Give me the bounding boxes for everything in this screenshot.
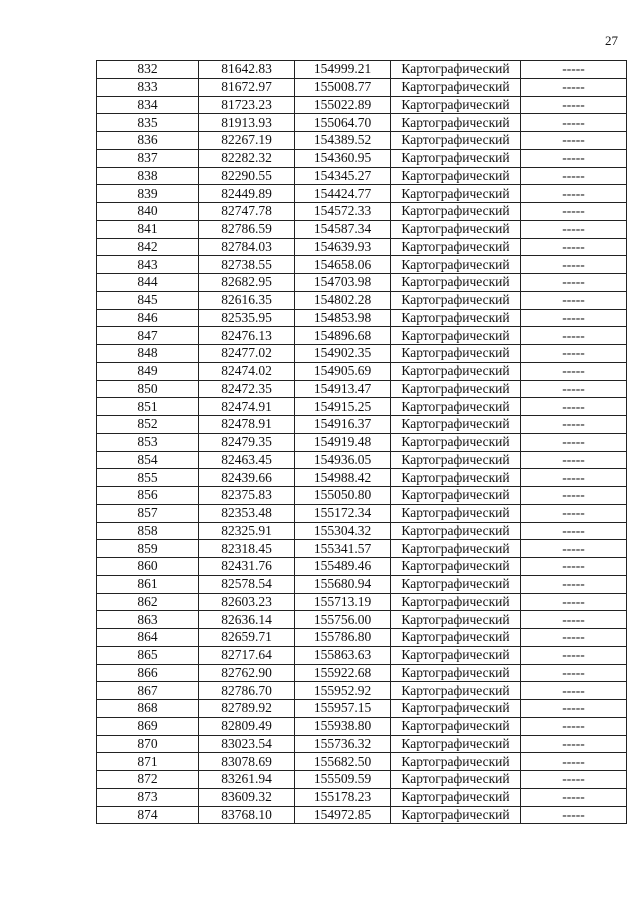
method-cell: Картографический xyxy=(391,629,521,647)
accuracy-cell: ----- xyxy=(521,96,627,114)
coordinate-x-cell: 82784.03 xyxy=(199,238,295,256)
coordinate-y-cell: 154915.25 xyxy=(295,398,391,416)
coordinate-y-cell: 154802.28 xyxy=(295,291,391,309)
coordinate-y-cell: 155736.32 xyxy=(295,735,391,753)
coordinate-x-cell: 82636.14 xyxy=(199,611,295,629)
coordinate-x-cell: 82786.59 xyxy=(199,220,295,238)
coordinate-y-cell: 154639.93 xyxy=(295,238,391,256)
table-row xyxy=(97,327,627,345)
method-cell: Картографический xyxy=(391,149,521,167)
coordinate-x-cell: 83609.32 xyxy=(199,788,295,806)
point-number-cell: 843 xyxy=(97,256,199,274)
method-cell: Картографический xyxy=(391,185,521,203)
table-row xyxy=(97,149,627,167)
table-row xyxy=(97,380,627,398)
method-cell: Картографический xyxy=(391,203,521,221)
table-row xyxy=(97,203,627,221)
coordinate-y-cell: 155022.89 xyxy=(295,96,391,114)
point-number-cell: 847 xyxy=(97,327,199,345)
method-cell: Картографический xyxy=(391,61,521,79)
table-row xyxy=(97,593,627,611)
table-row xyxy=(97,682,627,700)
point-number-cell: 856 xyxy=(97,487,199,505)
method-cell: Картографический xyxy=(391,487,521,505)
coordinate-y-cell: 155341.57 xyxy=(295,540,391,558)
table-row xyxy=(97,806,627,824)
table-row xyxy=(97,398,627,416)
accuracy-cell: ----- xyxy=(521,664,627,682)
point-number-cell: 851 xyxy=(97,398,199,416)
coordinate-x-cell: 82682.95 xyxy=(199,274,295,292)
coordinate-y-cell: 155786.80 xyxy=(295,629,391,647)
method-cell: Картографический xyxy=(391,806,521,824)
accuracy-cell: ----- xyxy=(521,61,627,79)
accuracy-cell: ----- xyxy=(521,522,627,540)
table-row xyxy=(97,433,627,451)
method-cell: Картографический xyxy=(391,682,521,700)
table-row xyxy=(97,664,627,682)
table-row xyxy=(97,362,627,380)
method-cell: Картографический xyxy=(391,238,521,256)
coordinate-x-cell: 82603.23 xyxy=(199,593,295,611)
table-row xyxy=(97,700,627,718)
accuracy-cell: ----- xyxy=(521,149,627,167)
point-number-cell: 867 xyxy=(97,682,199,700)
point-number-cell: 846 xyxy=(97,309,199,327)
accuracy-cell: ----- xyxy=(521,788,627,806)
method-cell: Картографический xyxy=(391,664,521,682)
point-number-cell: 866 xyxy=(97,664,199,682)
coordinate-x-cell: 82474.02 xyxy=(199,362,295,380)
table-row xyxy=(97,717,627,735)
coordinate-x-cell: 82463.45 xyxy=(199,451,295,469)
table-row xyxy=(97,185,627,203)
coordinate-x-cell: 82476.13 xyxy=(199,327,295,345)
method-cell: Картографический xyxy=(391,504,521,522)
accuracy-cell: ----- xyxy=(521,575,627,593)
point-number-cell: 832 xyxy=(97,61,199,79)
method-cell: Картографический xyxy=(391,788,521,806)
accuracy-cell: ----- xyxy=(521,806,627,824)
table-row xyxy=(97,646,627,664)
coordinate-x-cell: 82578.54 xyxy=(199,575,295,593)
accuracy-cell: ----- xyxy=(521,327,627,345)
table-row xyxy=(97,78,627,96)
accuracy-cell: ----- xyxy=(521,771,627,789)
accuracy-cell: ----- xyxy=(521,646,627,664)
table-row xyxy=(97,416,627,434)
accuracy-cell: ----- xyxy=(521,398,627,416)
coordinate-x-cell: 82717.64 xyxy=(199,646,295,664)
table-row xyxy=(97,114,627,132)
accuracy-cell: ----- xyxy=(521,717,627,735)
accuracy-cell: ----- xyxy=(521,238,627,256)
table-row xyxy=(97,61,627,79)
coordinate-x-cell: 83261.94 xyxy=(199,771,295,789)
point-number-cell: 871 xyxy=(97,753,199,771)
method-cell: Картографический xyxy=(391,309,521,327)
coordinate-y-cell: 154587.34 xyxy=(295,220,391,238)
method-cell: Картографический xyxy=(391,593,521,611)
coordinate-y-cell: 155489.46 xyxy=(295,558,391,576)
accuracy-cell: ----- xyxy=(521,451,627,469)
coordinate-y-cell: 155682.50 xyxy=(295,753,391,771)
coordinate-y-cell: 155680.94 xyxy=(295,575,391,593)
coordinate-y-cell: 155713.19 xyxy=(295,593,391,611)
coordinate-y-cell: 154913.47 xyxy=(295,380,391,398)
coordinate-y-cell: 155050.80 xyxy=(295,487,391,505)
coordinate-y-cell: 154905.69 xyxy=(295,362,391,380)
table-row xyxy=(97,540,627,558)
coordinate-x-cell: 82477.02 xyxy=(199,345,295,363)
method-cell: Картографический xyxy=(391,362,521,380)
coordinate-y-cell: 155922.68 xyxy=(295,664,391,682)
accuracy-cell: ----- xyxy=(521,185,627,203)
accuracy-cell: ----- xyxy=(521,416,627,434)
coordinate-y-cell: 155957.15 xyxy=(295,700,391,718)
point-number-cell: 840 xyxy=(97,203,199,221)
point-number-cell: 868 xyxy=(97,700,199,718)
method-cell: Картографический xyxy=(391,220,521,238)
point-number-cell: 854 xyxy=(97,451,199,469)
point-number-cell: 853 xyxy=(97,433,199,451)
accuracy-cell: ----- xyxy=(521,558,627,576)
method-cell: Картографический xyxy=(391,522,521,540)
table-row xyxy=(97,788,627,806)
method-cell: Картографический xyxy=(391,451,521,469)
coordinate-y-cell: 154936.05 xyxy=(295,451,391,469)
method-cell: Картографический xyxy=(391,327,521,345)
coordinate-y-cell: 155863.63 xyxy=(295,646,391,664)
table-row xyxy=(97,345,627,363)
point-number-cell: 872 xyxy=(97,771,199,789)
table-row xyxy=(97,274,627,292)
method-cell: Картографический xyxy=(391,167,521,185)
coordinate-y-cell: 155938.80 xyxy=(295,717,391,735)
table-row xyxy=(97,487,627,505)
coordinate-y-cell: 155952.92 xyxy=(295,682,391,700)
coordinate-y-cell: 154999.21 xyxy=(295,61,391,79)
table-row xyxy=(97,558,627,576)
coordinate-y-cell: 154916.37 xyxy=(295,416,391,434)
point-number-cell: 865 xyxy=(97,646,199,664)
coordinate-y-cell: 154853.98 xyxy=(295,309,391,327)
coordinate-x-cell: 82267.19 xyxy=(199,132,295,150)
method-cell: Картографический xyxy=(391,753,521,771)
coordinate-x-cell: 82659.71 xyxy=(199,629,295,647)
accuracy-cell: ----- xyxy=(521,487,627,505)
point-number-cell: 870 xyxy=(97,735,199,753)
table-row xyxy=(97,256,627,274)
accuracy-cell: ----- xyxy=(521,132,627,150)
coordinate-x-cell: 82616.35 xyxy=(199,291,295,309)
coordinate-y-cell: 154972.85 xyxy=(295,806,391,824)
point-number-cell: 869 xyxy=(97,717,199,735)
coordinate-y-cell: 155178.23 xyxy=(295,788,391,806)
coordinate-y-cell: 155304.32 xyxy=(295,522,391,540)
table-row xyxy=(97,504,627,522)
coordinate-x-cell: 81913.93 xyxy=(199,114,295,132)
coordinate-x-cell: 82738.55 xyxy=(199,256,295,274)
coordinate-y-cell: 154658.06 xyxy=(295,256,391,274)
accuracy-cell: ----- xyxy=(521,540,627,558)
point-number-cell: 841 xyxy=(97,220,199,238)
point-number-cell: 873 xyxy=(97,788,199,806)
coordinate-y-cell: 154345.27 xyxy=(295,167,391,185)
coordinate-y-cell: 154572.33 xyxy=(295,203,391,221)
point-number-cell: 852 xyxy=(97,416,199,434)
accuracy-cell: ----- xyxy=(521,362,627,380)
table-row xyxy=(97,220,627,238)
point-number-cell: 850 xyxy=(97,380,199,398)
method-cell: Картографический xyxy=(391,700,521,718)
coordinate-x-cell: 82282.32 xyxy=(199,149,295,167)
method-cell: Картографический xyxy=(391,717,521,735)
table-row xyxy=(97,167,627,185)
method-cell: Картографический xyxy=(391,78,521,96)
table-row xyxy=(97,611,627,629)
coordinate-y-cell: 155172.34 xyxy=(295,504,391,522)
point-number-cell: 834 xyxy=(97,96,199,114)
point-number-cell: 874 xyxy=(97,806,199,824)
method-cell: Картографический xyxy=(391,380,521,398)
method-cell: Картографический xyxy=(391,771,521,789)
table-row xyxy=(97,469,627,487)
accuracy-cell: ----- xyxy=(521,700,627,718)
point-number-cell: 848 xyxy=(97,345,199,363)
method-cell: Картографический xyxy=(391,735,521,753)
table-row xyxy=(97,291,627,309)
table-row xyxy=(97,771,627,789)
method-cell: Картографический xyxy=(391,274,521,292)
coordinate-x-cell: 82747.78 xyxy=(199,203,295,221)
accuracy-cell: ----- xyxy=(521,256,627,274)
accuracy-cell: ----- xyxy=(521,611,627,629)
method-cell: Картографический xyxy=(391,345,521,363)
table-row xyxy=(97,96,627,114)
point-number-cell: 863 xyxy=(97,611,199,629)
accuracy-cell: ----- xyxy=(521,682,627,700)
table-row xyxy=(97,451,627,469)
coordinate-x-cell: 81723.23 xyxy=(199,96,295,114)
coordinate-y-cell: 154919.48 xyxy=(295,433,391,451)
method-cell: Картографический xyxy=(391,646,521,664)
accuracy-cell: ----- xyxy=(521,203,627,221)
accuracy-cell: ----- xyxy=(521,309,627,327)
coordinate-x-cell: 81672.97 xyxy=(199,78,295,96)
coordinate-x-cell: 82474.91 xyxy=(199,398,295,416)
point-number-cell: 858 xyxy=(97,522,199,540)
accuracy-cell: ----- xyxy=(521,735,627,753)
accuracy-cell: ----- xyxy=(521,167,627,185)
coordinate-x-cell: 82762.90 xyxy=(199,664,295,682)
coordinate-y-cell: 154424.77 xyxy=(295,185,391,203)
accuracy-cell: ----- xyxy=(521,114,627,132)
accuracy-cell: ----- xyxy=(521,433,627,451)
method-cell: Картографический xyxy=(391,433,521,451)
coordinate-y-cell: 154896.68 xyxy=(295,327,391,345)
accuracy-cell: ----- xyxy=(521,469,627,487)
table-row xyxy=(97,132,627,150)
point-number-cell: 864 xyxy=(97,629,199,647)
method-cell: Картографический xyxy=(391,132,521,150)
table-row xyxy=(97,735,627,753)
method-cell: Картографический xyxy=(391,558,521,576)
coordinate-x-cell: 82318.45 xyxy=(199,540,295,558)
table-row xyxy=(97,575,627,593)
accuracy-cell: ----- xyxy=(521,504,627,522)
coordinate-x-cell: 82290.55 xyxy=(199,167,295,185)
coordinate-y-cell: 155509.59 xyxy=(295,771,391,789)
accuracy-cell: ----- xyxy=(521,753,627,771)
coordinate-x-cell: 83023.54 xyxy=(199,735,295,753)
coordinate-x-cell: 82439.66 xyxy=(199,469,295,487)
point-number-cell: 842 xyxy=(97,238,199,256)
accuracy-cell: ----- xyxy=(521,345,627,363)
coordinate-y-cell: 155756.00 xyxy=(295,611,391,629)
method-cell: Картографический xyxy=(391,469,521,487)
coordinate-y-cell: 155008.77 xyxy=(295,78,391,96)
point-number-cell: 838 xyxy=(97,167,199,185)
point-number-cell: 839 xyxy=(97,185,199,203)
coordinate-x-cell: 82449.89 xyxy=(199,185,295,203)
coordinate-x-cell: 82479.35 xyxy=(199,433,295,451)
accuracy-cell: ----- xyxy=(521,593,627,611)
coordinates-table xyxy=(96,60,627,824)
point-number-cell: 833 xyxy=(97,78,199,96)
point-number-cell: 855 xyxy=(97,469,199,487)
coordinate-x-cell: 82809.49 xyxy=(199,717,295,735)
table-row xyxy=(97,629,627,647)
point-number-cell: 844 xyxy=(97,274,199,292)
coordinate-x-cell: 82431.76 xyxy=(199,558,295,576)
point-number-cell: 837 xyxy=(97,149,199,167)
method-cell: Картографический xyxy=(391,96,521,114)
coordinate-y-cell: 154360.95 xyxy=(295,149,391,167)
coordinates-table-body xyxy=(97,61,627,824)
method-cell: Картографический xyxy=(391,291,521,309)
accuracy-cell: ----- xyxy=(521,291,627,309)
coordinate-x-cell: 82353.48 xyxy=(199,504,295,522)
method-cell: Картографический xyxy=(391,114,521,132)
page-number: 27 xyxy=(605,33,618,48)
coordinate-y-cell: 154988.42 xyxy=(295,469,391,487)
accuracy-cell: ----- xyxy=(521,78,627,96)
point-number-cell: 845 xyxy=(97,291,199,309)
point-number-cell: 859 xyxy=(97,540,199,558)
accuracy-cell: ----- xyxy=(521,629,627,647)
point-number-cell: 857 xyxy=(97,504,199,522)
coordinate-x-cell: 82535.95 xyxy=(199,309,295,327)
coordinate-y-cell: 154389.52 xyxy=(295,132,391,150)
table-row xyxy=(97,522,627,540)
point-number-cell: 861 xyxy=(97,575,199,593)
point-number-cell: 862 xyxy=(97,593,199,611)
method-cell: Картографический xyxy=(391,540,521,558)
coordinate-x-cell: 82789.92 xyxy=(199,700,295,718)
coordinate-x-cell: 82325.91 xyxy=(199,522,295,540)
coordinate-y-cell: 154703.98 xyxy=(295,274,391,292)
accuracy-cell: ----- xyxy=(521,220,627,238)
method-cell: Картографический xyxy=(391,256,521,274)
point-number-cell: 835 xyxy=(97,114,199,132)
coordinate-y-cell: 155064.70 xyxy=(295,114,391,132)
point-number-cell: 836 xyxy=(97,132,199,150)
table-row xyxy=(97,309,627,327)
coordinate-x-cell: 82478.91 xyxy=(199,416,295,434)
method-cell: Картографический xyxy=(391,575,521,593)
table-row xyxy=(97,238,627,256)
coordinate-x-cell: 83768.10 xyxy=(199,806,295,824)
coordinate-x-cell: 82786.70 xyxy=(199,682,295,700)
coordinate-x-cell: 81642.83 xyxy=(199,61,295,79)
coordinate-y-cell: 154902.35 xyxy=(295,345,391,363)
point-number-cell: 849 xyxy=(97,362,199,380)
method-cell: Картографический xyxy=(391,398,521,416)
method-cell: Картографический xyxy=(391,611,521,629)
accuracy-cell: ----- xyxy=(521,380,627,398)
method-cell: Картографический xyxy=(391,416,521,434)
table-row xyxy=(97,753,627,771)
coordinate-x-cell: 82472.35 xyxy=(199,380,295,398)
coordinate-x-cell: 82375.83 xyxy=(199,487,295,505)
accuracy-cell: ----- xyxy=(521,274,627,292)
coordinate-x-cell: 83078.69 xyxy=(199,753,295,771)
point-number-cell: 860 xyxy=(97,558,199,576)
